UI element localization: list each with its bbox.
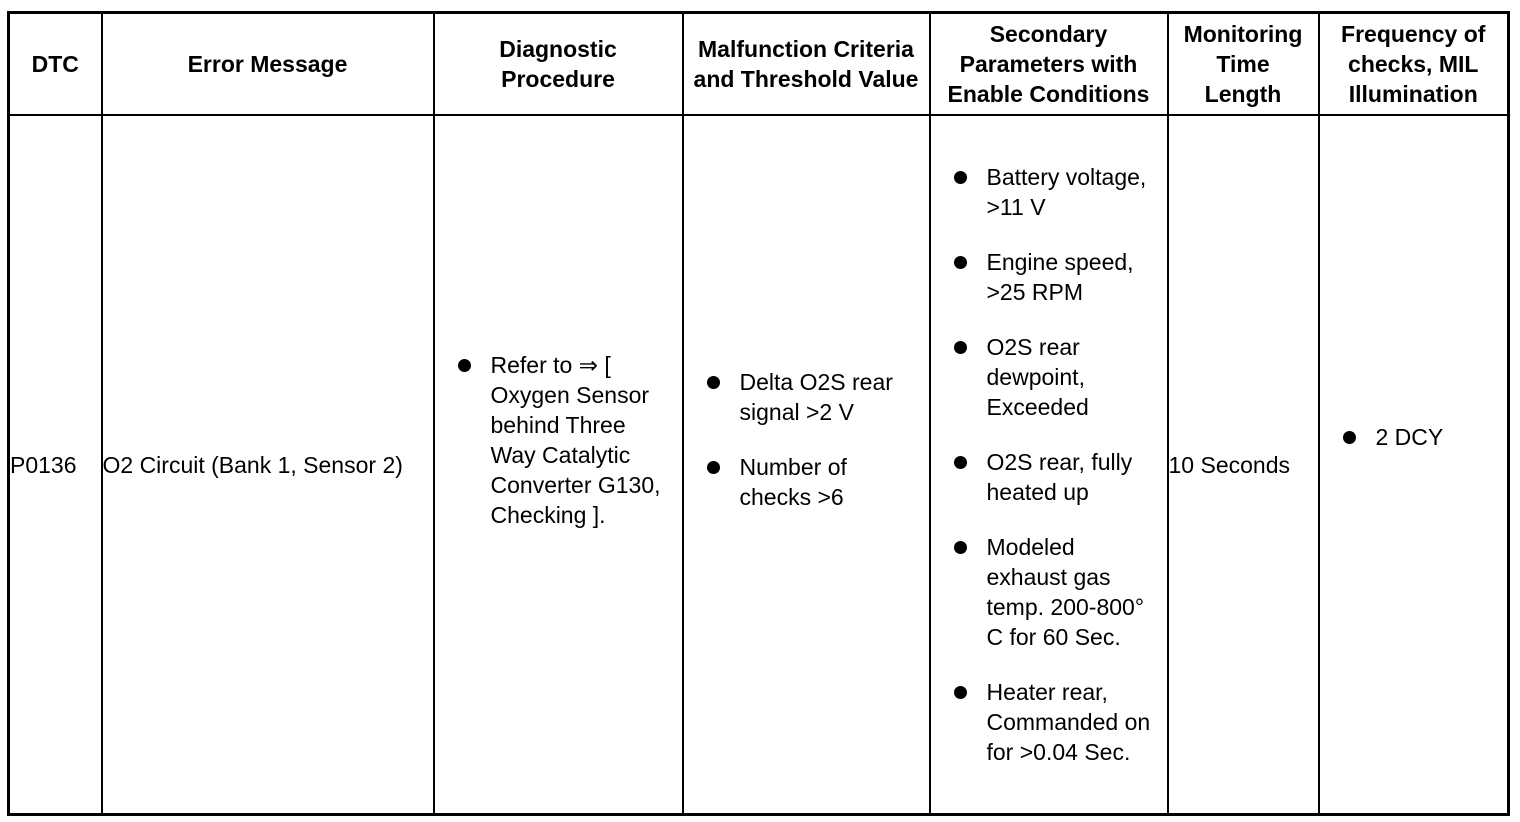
list-item [931,447,1167,507]
header-diagnostic-procedure-text: Diagnostic Procedure [499,36,617,92]
parameter-text: O2S rear, fully heated up [986,449,1133,505]
header-monitoring-time-text: Monitoring Time Length [1183,21,1303,107]
list-item [931,332,1167,422]
list-item [435,350,682,530]
list-item [931,247,1167,307]
bullet-icon [954,341,967,354]
criteria-list [684,367,929,512]
parameter-text: Engine speed, >25 RPM [986,249,1134,305]
frequency-text: 2 DCY [1375,424,1444,450]
cell-diagnostic-procedure [434,115,683,815]
bullet-icon [707,376,720,389]
cell-malfunction-criteria [683,115,930,815]
list-item [684,452,929,512]
header-monitoring-time [1168,13,1319,116]
bullet-icon [1343,431,1356,444]
cell-frequency [1319,115,1509,815]
bullet-icon [954,541,967,554]
secondary-parameters-list [931,162,1167,767]
bullet-icon [954,256,967,269]
header-error-message: Error Message [102,13,434,116]
parameter-text: Modeled exhaust gas temp. 200-800° C for 60 Sec. [986,534,1145,650]
list-item [684,367,929,427]
parameter-text: Battery voltage, >11 V [986,164,1147,220]
cell-error-message: O2 Circuit (Bank 1, Sensor 2) [102,115,434,815]
procedure-text: Refer to ⇒ [ Oxygen Sensor behind Three Way Catalytic Converter G130, Checking ]. [490,351,661,528]
list-item [931,162,1167,222]
header-malfunction-criteria-text: Malfunction Criteria and Threshold Value [693,36,919,92]
procedure-list [435,350,682,530]
cell-secondary-parameters [930,115,1168,815]
list-item [1320,422,1508,452]
header-secondary-parameters-text: Secondary Parameters with Enable Conditions [947,21,1150,107]
list-item [931,532,1167,652]
bullet-icon [954,456,967,469]
bullet-icon [707,461,720,474]
list-item [931,677,1167,767]
header-diagnostic-procedure [434,13,683,116]
header-malfunction-criteria [683,13,930,116]
parameter-text: O2S rear dewpoint, Exceeded [986,334,1089,420]
bullet-icon [954,686,967,699]
table-row [9,115,1509,815]
header-secondary-parameters [930,13,1168,116]
cell-dtc: P0136 [9,115,102,815]
bullet-icon [458,359,471,372]
bullet-icon [954,171,967,184]
parameter-text: Heater rear, Commanded on for >0.04 Sec. [986,679,1151,765]
header-row [9,13,1509,116]
frequency-list [1320,422,1508,452]
criteria-text: Delta O2S rear signal >2 V [739,369,893,425]
header-frequency-text: Frequency of checks, MIL Illumination [1341,21,1486,107]
criteria-text: Number of checks >6 [739,454,847,510]
dtc-table [7,11,1510,816]
header-frequency [1319,13,1509,116]
cell-monitoring-time: 10 Seconds [1168,115,1319,815]
header-dtc: DTC [9,13,102,116]
